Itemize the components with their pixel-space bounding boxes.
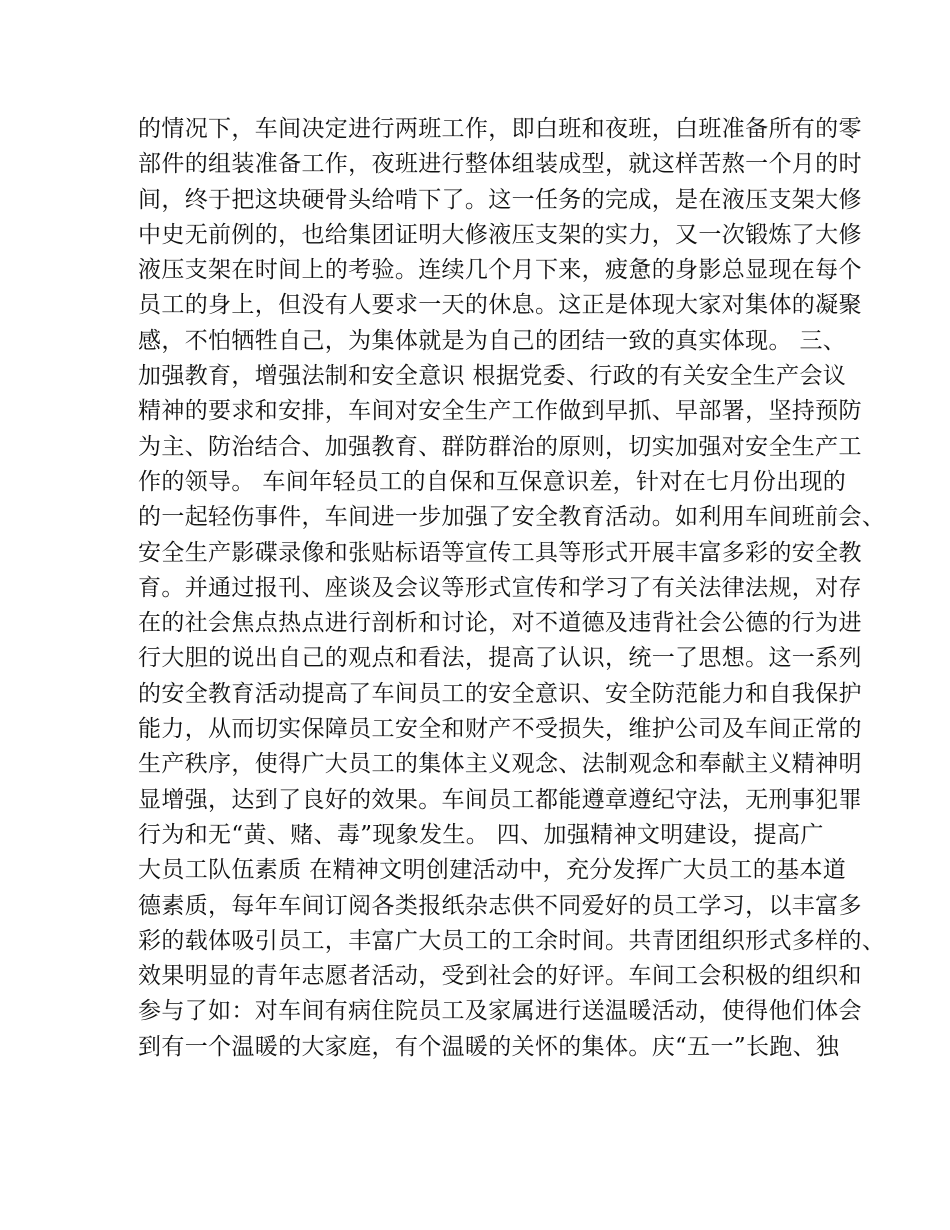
text-line-10: 为主、防治结合、加强教育、群防群治的原则，切实加强对安全生产工 [138, 433, 862, 460]
body-text [138, 112, 886, 1065]
text-line-17: 的安全教育活动提高了车间员工的安全意识、安全防范能力和自我保护 [138, 680, 862, 707]
text-line-19: 生产秩序，使得广大员工的集体主义观念、法制观念和奉献主义精神明 [138, 751, 862, 778]
text-line-5: 液压支架在时间上的考验。连续几个月下来，疲惫的身影总显现在每个 [138, 257, 862, 284]
text-line-21: 行为和无“黄、赌、毒”现象发生。 四、加强精神文明建设，提高广 [138, 821, 824, 848]
text-line-1: 的情况下，车间决定进行两班工作，即白班和夜班，白班准备所有的零 [138, 116, 862, 142]
text-line-7: 感，不怕牺牲自己，为集体就是为自己的团结一致的真实体现。 三、 [138, 327, 847, 354]
text-line-14: 育。并通过报刊、座谈及会议等形式宣传和学习了有关法律法规，对存 [138, 574, 862, 601]
text-line-8: 加强教育，增强法制和安全意识 根据党委、行政的有关安全生产会议 [138, 363, 847, 390]
text-line-22: 大员工队伍素质 在精神文明创建活动中，充分发挥广大员工的基本道 [138, 857, 847, 884]
text-line-18: 能力，从而切实保障员工安全和财产不受损失，维护公司及车间正常的 [138, 716, 862, 743]
text-line-15: 在的社会焦点热点进行剖析和讨论，对不道德及违背社会公德的行为进 [138, 610, 862, 637]
text-line-2: 部件的组装准备工作，夜班进行整体组装成型，就这样苦熬一个月的时 [138, 151, 862, 178]
text-line-16: 行大胆的说出自己的观点和看法，提高了认识，统一了思想。这一系列 [138, 645, 862, 672]
text-line-6: 员工的身上，但没有人要求一天的休息。这正是体现大家对集体的凝聚 [138, 292, 862, 319]
text-line-3: 间，终于把这块硬骨头给啃下了。这一任务的完成，是在液压支架大修 [138, 186, 862, 213]
text-line-24: 彩的载体吸引员工，丰富广大员工的工余时间。共青团组织形式多样的、 [138, 927, 886, 954]
text-line-26: 参与了如：对车间有病住院员工及家属进行送温暖活动，使得他们体会 [138, 998, 862, 1025]
text-line-4: 中史无前例的，也给集团证明大修液压支架的实力，又一次锻炼了大修 [138, 221, 862, 248]
text-line-12: 的一起轻伤事件，车间进一步加强了安全教育活动。如利用车间班前会、 [138, 504, 886, 531]
text-line-9: 精神的要求和安排，车间对安全生产工作做到早抓、早部署，坚持预防 [138, 398, 862, 425]
text-line-25: 效果明显的青年志愿者活动，受到社会的好评。车间工会积极的组织和 [138, 963, 862, 990]
text-line-23: 德素质，每年车间订阅各类报纸杂志供不同爱好的员工学习，以丰富多 [138, 892, 862, 919]
text-line-13: 安全生产影碟录像和张贴标语等宣传工具等形式开展丰富多彩的安全教 [138, 539, 862, 566]
text-line-20: 显增强，达到了良好的效果。车间员工都能遵章遵纪守法，无刑事犯罪 [138, 786, 862, 813]
text-line-27: 到有一个温暖的大家庭，有个温暖的关怀的集体。庆“五一”长跑、独 [138, 1033, 840, 1060]
text-line-11: 作的领导。 车间年轻员工的自保和互保意识差，针对在七月份出现的 [138, 468, 847, 495]
